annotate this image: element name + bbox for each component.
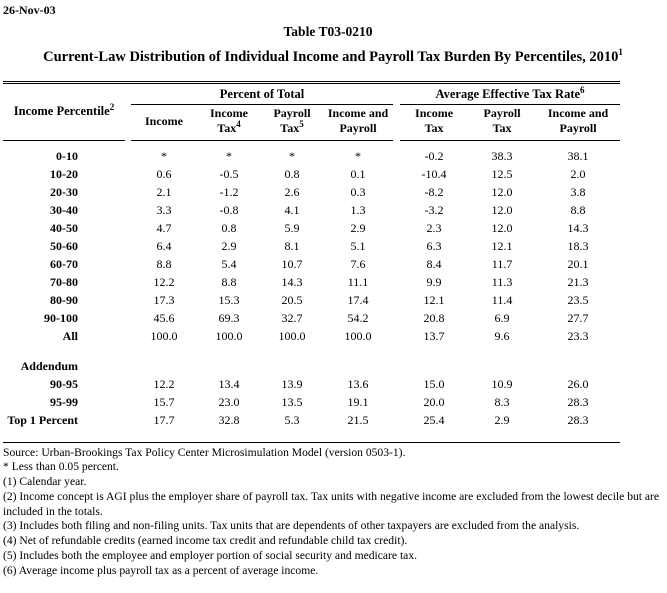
cell-value: 8.8	[221, 274, 237, 289]
cell-value: 10.7	[281, 256, 303, 271]
header-group-row	[3, 84, 620, 104]
cell-value: 12.0	[491, 184, 513, 199]
column-gap	[393, 84, 400, 140]
cell-value: 5.3	[284, 412, 300, 427]
cell-value: 5.4	[221, 256, 237, 271]
cell-value: 3.3	[156, 202, 172, 217]
row-label: All	[62, 328, 78, 343]
header-line: Income	[145, 113, 183, 128]
asterisk-note: * Less than 0.05 percent.	[3, 460, 119, 474]
footnote-5: (5) Includes both the employee and employer portion of social security and medicare tax.	[3, 549, 418, 563]
table-row-all	[3, 327, 620, 345]
cell-value: 12.1	[491, 238, 513, 253]
cell-value: 10.9	[491, 376, 513, 391]
footnote-marker: 5	[299, 119, 304, 129]
column-gap	[393, 165, 400, 183]
cell-value: *	[226, 148, 232, 163]
empty-cells	[125, 357, 620, 375]
header-line	[197, 121, 261, 136]
column-gap	[393, 309, 400, 327]
column-gap	[393, 201, 400, 219]
cell-value: 100.0	[150, 328, 178, 343]
cell-value: 12.1	[423, 292, 445, 307]
cell-value: 2.9	[350, 220, 366, 235]
table-row	[3, 255, 620, 273]
footnotes	[3, 446, 666, 579]
column-gap	[393, 273, 400, 291]
row-label: 30-40	[50, 202, 78, 217]
row-label: 20-30	[50, 184, 78, 199]
cell-value: 8.3	[494, 394, 510, 409]
table-row	[3, 140, 620, 165]
cell-value: 6.4	[156, 238, 172, 253]
cell-value: 12.2	[153, 274, 175, 289]
cell-value: 11.3	[491, 274, 513, 289]
cell-value: 0.3	[350, 184, 366, 199]
cell-value: 8.1	[284, 238, 300, 253]
cell-value: -0.8	[219, 202, 239, 217]
cell-value: 6.9	[494, 310, 510, 325]
table-row	[3, 291, 620, 309]
cell-value: 54.2	[347, 310, 369, 325]
cell-value: 13.5	[281, 394, 303, 409]
bottom-pad-row	[3, 429, 620, 442]
column-gap	[393, 183, 400, 201]
table-row	[3, 201, 620, 219]
row-label: 70-80	[50, 274, 78, 289]
average-effective-tax-rate-label: Average Effective Tax Rate	[435, 87, 581, 102]
addendum-row	[3, 393, 620, 411]
table-row	[3, 309, 620, 327]
table-row	[3, 273, 620, 291]
cell-value: 6.3	[426, 238, 442, 253]
income-percentile-footnote-marker: 2	[109, 102, 115, 113]
column-header-payroll-tax-rate	[468, 104, 536, 140]
cell-value: 32.7	[281, 310, 303, 325]
cell-value: 8.8	[156, 256, 172, 271]
table-row	[3, 219, 620, 237]
column-header-income-share	[131, 104, 197, 140]
cell-value: 2.1	[156, 184, 172, 199]
cell-value: 32.8	[218, 412, 240, 427]
header-line: Tax	[424, 121, 444, 135]
column-gap	[393, 327, 400, 345]
table-row	[3, 237, 620, 255]
cell-value: 9.9	[426, 274, 442, 289]
blank-separator-row	[3, 345, 620, 357]
cell-value: -3.2	[424, 202, 444, 217]
table-row	[3, 165, 620, 183]
cell-value: 14.3	[567, 220, 589, 235]
footnote-3: (3) Includes both filing and non-filing units. Tax units that are dependents of other taxpayers are excluded from the analysis.	[3, 519, 580, 533]
cell-value: 2.9	[494, 412, 510, 427]
cell-value: 20.1	[567, 256, 589, 271]
row-label: Top 1 Percent	[7, 412, 78, 427]
header-line: Income and	[547, 106, 609, 120]
title-footnote-marker: 1	[618, 47, 623, 58]
header-line-text: Tax	[217, 121, 237, 135]
cell-value: 5.1	[350, 238, 366, 253]
cell-value: 8.8	[570, 202, 586, 217]
cell-value: 21.3	[567, 274, 589, 289]
cell-value: *	[161, 148, 167, 163]
cell-value: 13.9	[281, 376, 303, 391]
cell-value: 4.1	[284, 202, 300, 217]
cell-value: -0.2	[424, 148, 444, 163]
cell-value: 12.0	[491, 220, 513, 235]
cell-value: 20.8	[423, 310, 445, 325]
header-line: Payroll	[339, 121, 377, 135]
row-label: 50-60	[50, 238, 78, 253]
cell-value: 19.1	[347, 394, 369, 409]
tax-burden-table	[3, 84, 620, 442]
header-line: Tax	[492, 121, 512, 135]
cell-value: 28.3	[567, 412, 589, 427]
header-line	[261, 121, 323, 136]
cell-value: 7.6	[350, 256, 366, 271]
footnote-marker: 4	[236, 119, 241, 129]
cell-value: 100.0	[278, 328, 306, 343]
column-gap	[393, 237, 400, 255]
cell-value: 69.3	[218, 310, 240, 325]
column-header-income-percentile	[3, 84, 125, 140]
addendum-label: Addendum	[20, 358, 78, 373]
footnote-4: (4) Net of refundable credits (earned income tax credit and refundable child tax credit).	[3, 534, 408, 548]
cell-value: 23.0	[218, 394, 240, 409]
cell-value: 23.3	[567, 328, 589, 343]
cell-value: 12.5	[491, 166, 513, 181]
cell-value: 1.3	[350, 202, 366, 217]
addendum-row	[3, 375, 620, 393]
addendum-header-row	[3, 357, 620, 375]
row-label: 60-70	[50, 256, 78, 271]
cell-value: 100.0	[215, 328, 243, 343]
cell-value: 0.8	[221, 220, 237, 235]
row-label: 10-20	[50, 166, 78, 181]
header-line: Payroll	[559, 121, 597, 135]
cell-value: 5.9	[284, 220, 300, 235]
footnote-1: (1) Calendar year.	[3, 475, 87, 489]
table-title	[3, 49, 663, 66]
row-label: 40-50	[50, 220, 78, 235]
percent-of-total-label: Percent of Total	[219, 87, 305, 102]
cell-value: -0.5	[219, 166, 239, 181]
header-line: Income and	[327, 106, 389, 120]
cell-value: 20.5	[281, 292, 303, 307]
cell-value: 14.3	[281, 274, 303, 289]
data-table	[3, 81, 620, 443]
cell-value: -10.4	[421, 166, 447, 181]
cell-value: 13.4	[218, 376, 240, 391]
row-label: 95-99	[50, 394, 78, 409]
cell-value: 38.3	[491, 148, 513, 163]
row-label: 90-95	[50, 376, 78, 391]
cell-value: 15.0	[423, 376, 445, 391]
header-line: Income	[210, 106, 248, 120]
column-header-income-tax-share	[197, 104, 261, 140]
column-gap	[393, 219, 400, 237]
cell-value: -1.2	[219, 184, 239, 199]
cell-value: 11.4	[491, 292, 513, 307]
cell-value: 45.6	[153, 310, 175, 325]
column-header-income-and-payroll-share	[323, 104, 393, 140]
cell-value: 13.6	[347, 376, 369, 391]
source-note: Source: Urban-Brookings Tax Policy Center Microsimulation Model (version 0503-1).	[3, 445, 406, 459]
cell-value: 11.1	[347, 274, 369, 289]
cell-value: 2.6	[284, 184, 300, 199]
cell-value: 15.7	[153, 394, 175, 409]
column-gap	[393, 411, 400, 429]
addendum-row	[3, 411, 620, 429]
column-gap	[393, 291, 400, 309]
column-header-payroll-tax-share	[261, 104, 323, 140]
cell-value: 27.7	[567, 310, 589, 325]
cell-value: 26.0	[567, 376, 589, 391]
cell-value: 13.7	[423, 328, 445, 343]
cell-value: 15.3	[218, 292, 240, 307]
cell-value: 11.7	[491, 256, 513, 271]
cell-value: 25.4	[423, 412, 445, 427]
column-header-income-tax-rate	[400, 104, 468, 140]
table-row	[3, 183, 620, 201]
document-date: 26-Nov-03	[3, 3, 56, 17]
cell-value: 2.9	[221, 238, 237, 253]
row-label: 0-10	[56, 148, 78, 163]
column-gap	[393, 375, 400, 393]
income-percentile-label: Income Percentile	[13, 104, 110, 119]
cell-value: -8.2	[424, 184, 444, 199]
table-title-text: Current-Law Distribution of Individual Income and Payroll Tax Burden By Percentiles, 2010	[43, 49, 619, 65]
cell-value: 12.0	[491, 202, 513, 217]
column-gap	[393, 255, 400, 273]
cell-value: 4.7	[156, 220, 172, 235]
cell-value: 9.6	[494, 328, 510, 343]
cell-value: 17.4	[347, 292, 369, 307]
cell-value: 3.8	[570, 184, 586, 199]
cell-value: 0.1	[350, 166, 366, 181]
column-gap	[393, 393, 400, 411]
column-header-income-and-payroll-rate	[536, 104, 620, 140]
cell-value: 17.3	[153, 292, 175, 307]
header-line: Payroll	[483, 106, 521, 120]
average-effective-tax-rate-footnote-marker: 6	[580, 85, 585, 96]
cell-value: 0.8	[284, 166, 300, 181]
table-number: Table T03-0210	[283, 24, 373, 39]
cell-value: 20.0	[423, 394, 445, 409]
group-header-average-effective-tax-rate	[400, 84, 620, 104]
cell-value: 12.2	[153, 376, 175, 391]
cell-value: *	[355, 148, 362, 163]
header-line: Income	[415, 106, 454, 120]
cell-value: 0.6	[156, 166, 172, 181]
header-line-text: Tax	[280, 121, 300, 135]
header-line: Payroll	[273, 106, 311, 120]
cell-value: *	[289, 148, 295, 163]
row-label: 80-90	[50, 292, 78, 307]
cell-value: 23.5	[567, 292, 589, 307]
cell-value: 21.5	[347, 412, 369, 427]
footnote-6: (6) Average income plus payroll tax as a percent of average income.	[3, 563, 319, 577]
cell-value: 100.0	[344, 328, 372, 343]
footnote-2: (2) Income concept is AGI plus the employer share of payroll tax. Tax units with negative income are excluded from the lowest decile but are included in the totals.	[3, 489, 660, 518]
cell-value: 2.3	[426, 220, 442, 235]
cell-value: 8.4	[426, 256, 442, 271]
column-gap	[393, 140, 400, 165]
cell-value: 38.1	[567, 148, 589, 163]
cell-value: 28.3	[567, 394, 589, 409]
cell-value: 17.7	[153, 412, 175, 427]
cell-value: 2.0	[570, 166, 586, 181]
row-label: 90-100	[44, 310, 78, 325]
cell-value: 18.3	[567, 238, 589, 253]
group-header-percent-of-total	[131, 84, 393, 104]
